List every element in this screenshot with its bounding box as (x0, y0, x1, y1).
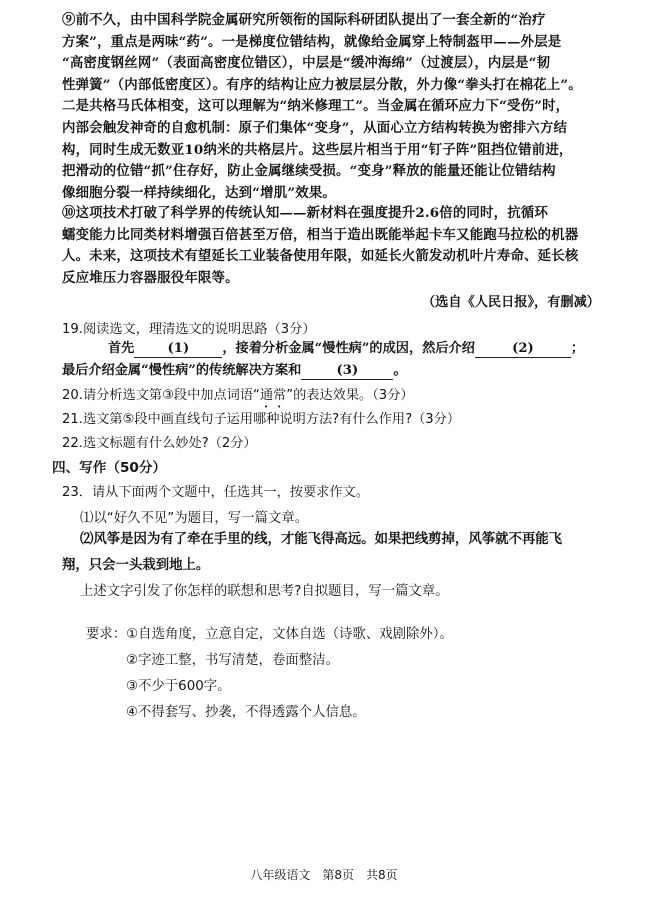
paragraph-line: 性弹簧”（内部低密度区）。有序的结构让应力被层层分散，外力像“拳头打在棉花上”。 (62, 76, 582, 93)
paragraph-line: 人。未来，这项技术有望延长工业装备使用年限，如延长火箭发动机叶片寿命、延长核 (62, 248, 579, 265)
q20-text: ”的表达效果。（3分） (286, 388, 414, 403)
requirement-item: ④不得套写、抄袭，不得透露个人信息。 (126, 705, 366, 720)
question-20 (62, 384, 414, 411)
paragraph-line: ⑨前不久，由中国科学院金属研究所领衔的国际科研团队提出了一套全新的“治疗 (62, 12, 546, 28)
question-19-blanks (62, 338, 600, 382)
requirements-label: 要求： (86, 627, 127, 642)
paragraph-9 (62, 10, 600, 204)
requirement-item: ②字迹工整，书写清楚，卷面整洁。 (126, 653, 339, 668)
source-note: （选自《人民日报》，有删减） (421, 295, 600, 310)
essay-option-1: ⑴以“好久不见”为题目，写一篇文章。 (80, 511, 309, 526)
essay-option-2-line: 翔，只会一头栽到地上。 (62, 557, 210, 573)
paragraph-10 (62, 203, 600, 289)
dotted-word: 通常 (259, 388, 287, 403)
question-21: 21.选文第⑤段中画直线句子运用哪种说明方法?有什么作用?（3分） (62, 412, 461, 427)
answer-blank-3[interactable]: (3) (301, 363, 393, 380)
question-19-line-2 (62, 360, 600, 382)
q19-text: ，接着分析金属“慢性病”的成因，然后介绍 (222, 341, 475, 356)
essay-option-2-line: ⑵风筝是因为有了牵在手里的线，才能飞得高远。如果把线剪掉，风筝就不再能飞 (80, 531, 563, 547)
paragraph-line: “高密度钢丝网”（表面高密度位错区），中层是“缓冲海绵”（过渡层），内层是“韧 (62, 55, 551, 72)
page-footer: 八年级语文 第8页 共8页 (250, 868, 398, 882)
paragraph-line: 把滑动的位错“抓”住存好，防止金属继续受损。“变身”释放的能量还能让位错结构 (62, 163, 556, 180)
question-22: 22.选文标题有什么妙处?（2分） (62, 436, 257, 451)
paragraph-line: 方案”，重点是两味“药”。一是梯度位错结构，就像给金属穿上特制盔甲——外层是 (62, 33, 562, 50)
q20-text: 20.请分析选文第③段中加点词语“ (62, 388, 260, 403)
requirements (86, 623, 453, 642)
q19-text: ； (570, 341, 585, 356)
paragraph-line: ⑩这项技术打破了科学界的传统认知——新材料在强度提升2.6倍的同时，抗循环 (62, 205, 548, 221)
requirement-item: ①自选角度，立意自定，文体自选（诗歌、戏剧除外）。 (126, 627, 453, 642)
paragraph-line: 蠕变能力比同类材料增强百倍甚至万倍，相当于造出既能举起卡车又能跑马拉松的机器 (62, 226, 579, 243)
answer-blank-1[interactable]: (1) (134, 341, 222, 358)
question-23: 23．请从下面两个文题中，任选其一，按要求作文。 (62, 485, 369, 500)
paragraph-line: 二是共格马氏体相变，这可以理解为“纳米修理工”。当金属在循环应力下“受伤”时， (62, 98, 570, 115)
writing-section-title: 四、写作（50分） (52, 460, 167, 476)
essay-option-2 (62, 526, 602, 578)
q19-text: 。 (393, 363, 407, 378)
answer-blank-2[interactable]: (2) (475, 341, 571, 358)
paragraph-line: 反应堆压力容器服役年限等。 (62, 269, 239, 286)
question-19-line-1 (80, 338, 600, 360)
q19-text: 最后介绍金属“慢性病”的传统解决方案和 (62, 363, 302, 378)
requirement-item: ③不少于600字。 (126, 679, 231, 694)
q19-text: 首先 (108, 341, 135, 356)
question-19: 19.阅读选文，理清选文的说明思路（3分） (62, 322, 316, 337)
paragraph-line: 内部会触发神奇的自愈机制：原子们集体“变身”，从面心立方结构转换为密排六方结 (62, 119, 568, 136)
essay-prompt: 上述文字引发了你怎样的联想和思考?自拟题目，写一篇文章。 (80, 584, 449, 599)
paragraph-line: 构，同时生成无数亚10纳米的共格层片。这些层片相当于用“钉子阵”阻挡位错前进， (62, 141, 573, 158)
paragraph-line: 像细胞分裂一样持续细化，达到“增肌”效果。 (62, 184, 337, 201)
